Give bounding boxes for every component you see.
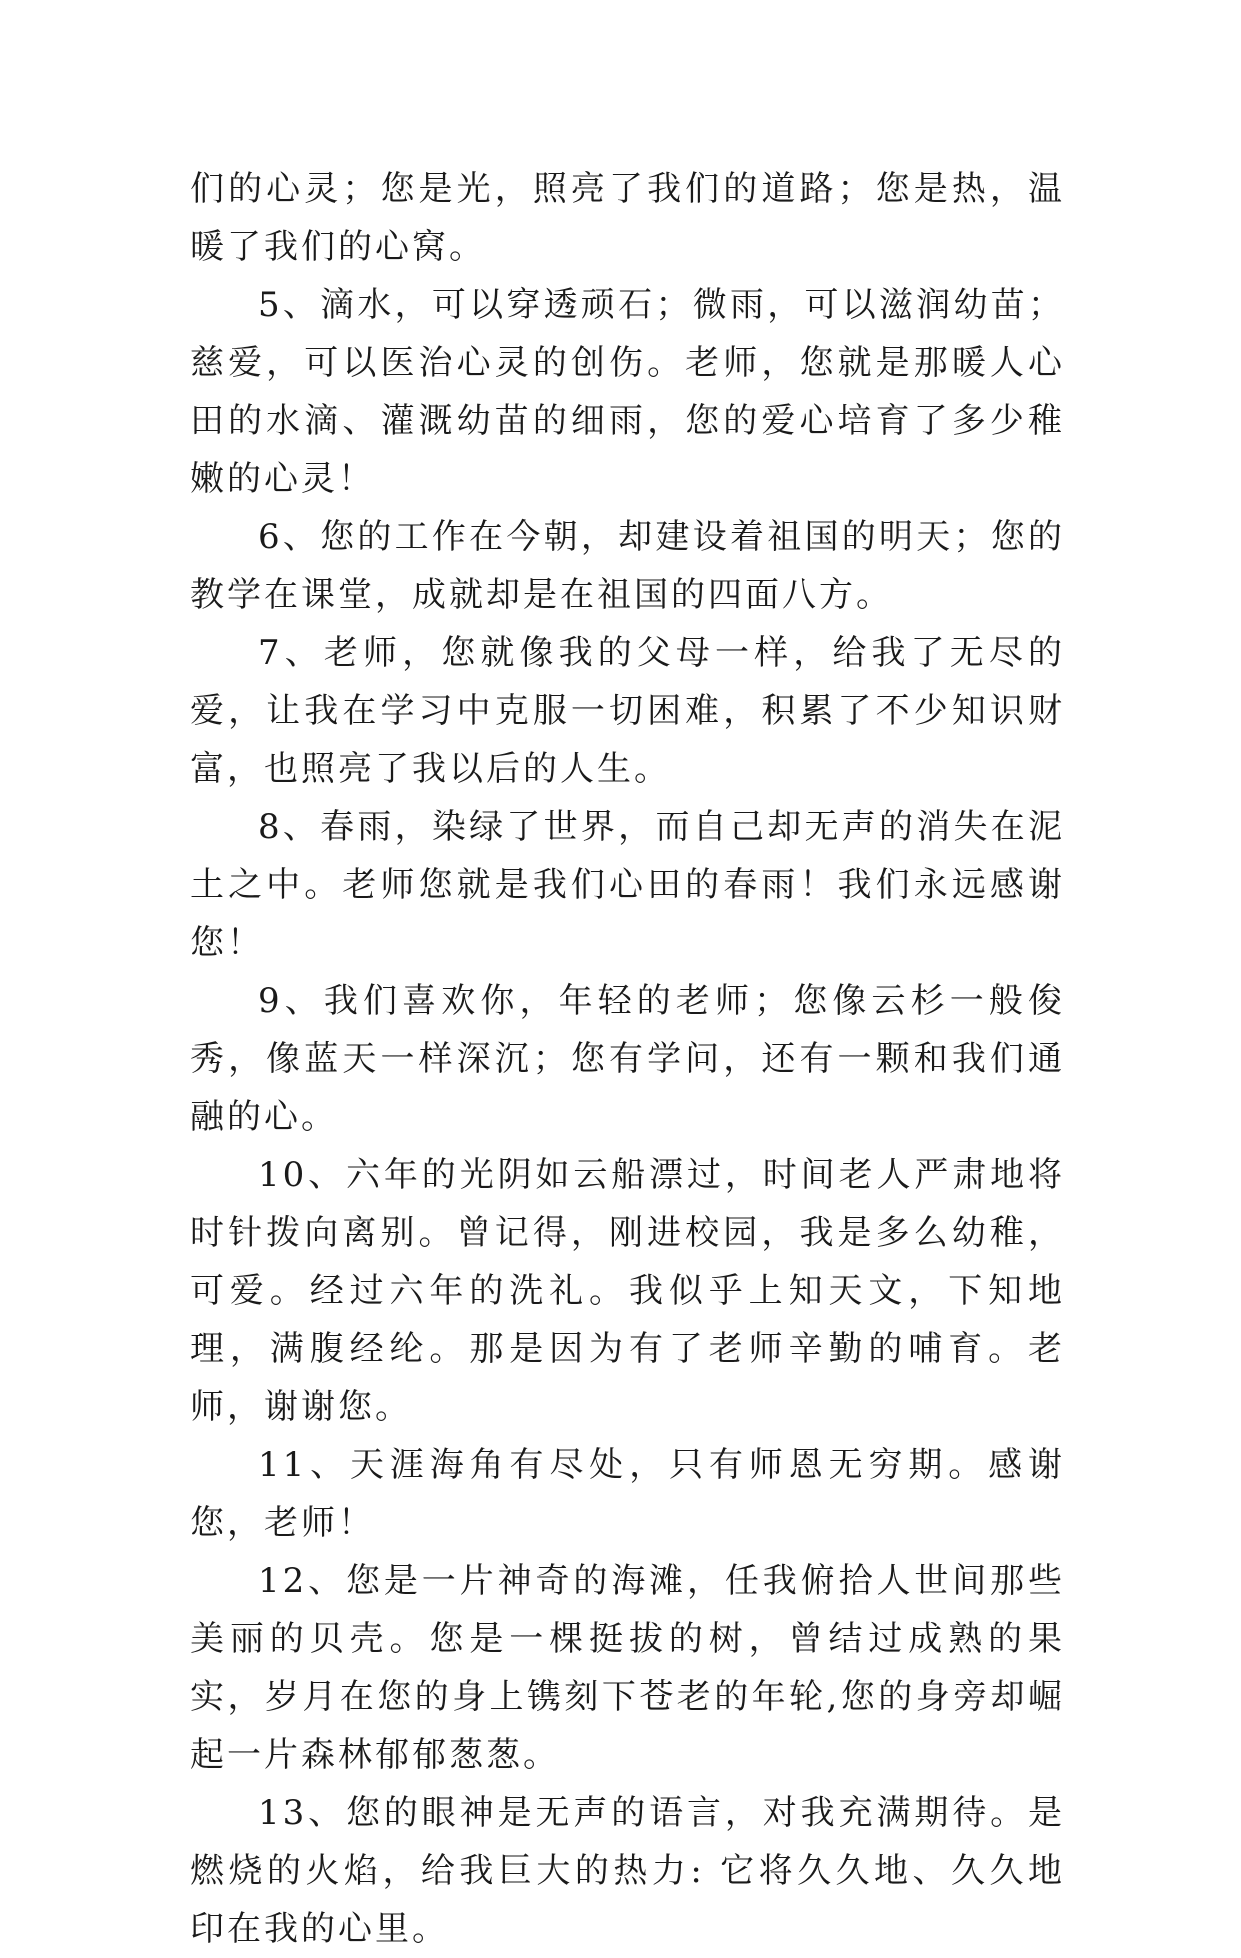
paragraph-5: 5、滴水，可以穿透顽石；微雨，可以滋润幼苗；慈爱，可以医治心灵的创伤。老师，您就是那暖人心田的水滴、灌溉幼苗的细雨，您的爱心培育了多少稚嫩的心灵！: [190, 285, 1065, 499]
paragraph-7: 7、老师，您就像我的父母一样，给我了无尽的爱，让我在学习中克服一切困难，积累了不少知识财富，也照亮了我以后的人生。: [190, 633, 1065, 789]
paragraph-continued: 们的心灵；您是光，照亮了我们的道路；您是热，温暖了我们的心窝。: [190, 169, 1065, 267]
document-body: [190, 160, 1065, 1958]
paragraph-6: 6、您的工作在今朝，却建设着祖国的明天；您的教学在课堂，成就却是在祖国的四面八方。: [190, 517, 1065, 615]
paragraph-10: 10、六年的光阴如云船漂过，时间老人严肃地将时针拨向离别。曾记得，刚进校园，我是多么幼稚，可爱。经过六年的洗礼。我似乎上知天文，下知地理，满腹经纶。那是因为有了老师辛勤的哺育。老师，谢谢您。: [190, 1155, 1065, 1427]
paragraph-9: 9、我们喜欢你，年轻的老师；您像云杉一般俊秀，像蓝天一样深沉；您有学问，还有一颗和我们通融的心。: [190, 981, 1065, 1137]
paragraph-13: 13、您的眼神是无声的语言，对我充满期待。是燃烧的火焰，给我巨大的热力: 它将久久地、久久地印在我的心里。: [190, 1793, 1065, 1949]
paragraph-12: 12、您是一片神奇的海滩，任我俯拾人世间那些美丽的贝壳。您是一棵挺拔的树，曾结过成熟的果实，岁月在您的身上镌刻下苍老的年轮,您的身旁却崛起一片森林郁郁葱葱。: [190, 1561, 1065, 1775]
paragraph-11: 11、天涯海角有尽处，只有师恩无穷期。感谢您，老师！: [190, 1445, 1065, 1543]
paragraph-8: 8、春雨，染绿了世界，而自己却无声的消失在泥土之中。老师您就是我们心田的春雨！我们永远感谢您！: [190, 807, 1065, 963]
